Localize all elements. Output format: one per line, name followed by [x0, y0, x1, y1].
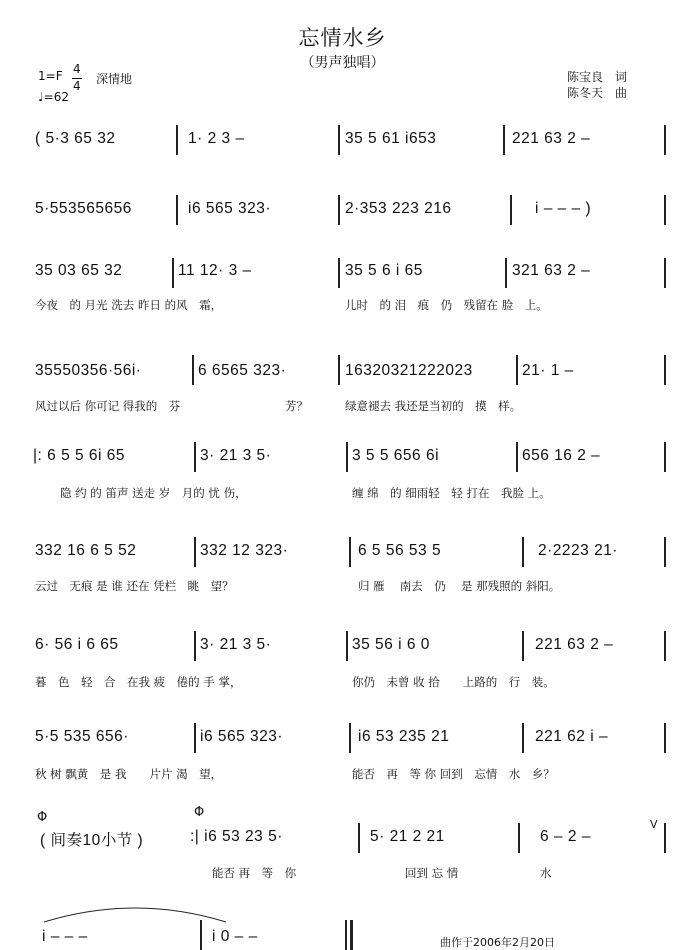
final-bar-line-thick — [350, 920, 353, 950]
measure-notes: 35 5 61 i653 — [345, 130, 437, 147]
tie-arc — [40, 900, 230, 924]
lyric-line: 风过以后 你可记 得我的 芬 — [35, 399, 181, 413]
bar-line — [349, 723, 351, 753]
bar-line — [346, 442, 348, 472]
measure-notes: 5·5 535 656· — [35, 728, 129, 745]
song-title: 忘情水乡 — [298, 26, 387, 50]
measure-notes: 6· 56 i 6 65 — [35, 636, 119, 653]
measure-notes: 3 5 5 656 6i — [352, 447, 440, 464]
lyric-line: 能否 再 等 你 回到 忘情 水 乡？ — [352, 767, 555, 781]
bar-line — [664, 258, 666, 288]
final-bar-line — [345, 920, 347, 950]
bar-line — [172, 258, 174, 288]
bar-line — [176, 125, 178, 155]
bar-line — [664, 537, 666, 567]
measure-notes: 35 56 i 6 0 — [352, 636, 430, 653]
composition-date: 曲作于2006年2月20日 — [440, 936, 555, 949]
lyric-line: 儿时 的 泪 痕 仍 残留在 脸 上。 — [345, 298, 548, 312]
bar-line — [194, 537, 196, 567]
measure-notes: 3· 21 3 5· — [200, 447, 272, 464]
bar-line — [516, 355, 518, 385]
bar-line — [664, 823, 666, 853]
lyric-line: 芳？ — [285, 399, 308, 413]
bar-line — [194, 631, 196, 661]
measure-notes: i – – – ) — [535, 200, 592, 217]
lyric-line: 回到 忘 情 — [405, 866, 459, 880]
bar-line — [200, 920, 202, 950]
lyric-line: 今夜 的 月光 洗去 昨日 的风 霜， — [35, 298, 223, 312]
song-subtitle: （男声独唱） — [300, 55, 385, 71]
measure-notes: 1· 2 3 – — [188, 130, 245, 147]
tempo-mark: ♩=62 — [38, 90, 69, 104]
bar-line — [516, 442, 518, 472]
lyricist-credit: 陈宝良 词 — [567, 70, 628, 84]
bar-line — [338, 355, 340, 385]
lyric-line: 云过 无痕 是 谁 还在 凭栏 眺 望？ — [35, 579, 234, 593]
bar-line — [664, 723, 666, 753]
measure-notes: 3· 21 3 5· — [200, 636, 272, 653]
bar-line — [522, 537, 524, 567]
lyric-line: 暮 色 轻 合 在我 疲 倦的 手 掌， — [35, 675, 242, 689]
lyric-line: 归 雁 南去 仍 是 那残照的 斜阳。 — [358, 579, 561, 593]
time-signature-top: 4 — [73, 62, 81, 76]
bar-line — [505, 258, 507, 288]
bar-line — [349, 537, 351, 567]
measure-notes: 221 63 2 – — [535, 636, 614, 653]
measure-notes: 16320321222023 — [345, 362, 473, 379]
measure-notes: 2·2223 21· — [538, 542, 618, 559]
bar-line — [194, 723, 196, 753]
bar-line — [522, 723, 524, 753]
measure-notes: 35 5 6 i 65 — [345, 262, 423, 279]
measure-notes: 6 5 56 53 5 — [358, 542, 442, 559]
measure-notes: 221 62 i – — [535, 728, 609, 745]
bar-line — [664, 195, 666, 225]
lyric-line: 你仍 未曾 收 拾 上路的 行 装。 — [352, 675, 555, 689]
measure-notes: 2·353 223 216 — [345, 200, 452, 217]
measure-notes: 11 12· 3 – — [178, 262, 252, 279]
measure-notes: 5·553565656 — [35, 200, 132, 217]
bar-line — [503, 125, 505, 155]
bar-line — [664, 442, 666, 472]
composer-credit: 陈冬天 曲 — [567, 86, 628, 100]
measure-notes: 21· 1 – — [522, 362, 574, 379]
lyric-line: 水 — [540, 866, 552, 880]
time-signature-bottom: 4 — [73, 79, 81, 93]
expression-mark: 深情地 — [96, 72, 133, 86]
bar-line — [176, 195, 178, 225]
lyric-line: 隐 约 的 笛声 送走 岁 月的 忧 伤， — [60, 486, 247, 500]
bar-line — [346, 631, 348, 661]
key-signature: 1=F — [38, 69, 63, 83]
measure-notes: 332 12 323· — [200, 542, 289, 559]
bar-line — [510, 195, 512, 225]
measure-notes: 221 63 2 – — [512, 130, 591, 147]
lyric-line: 缠 绵 的 细雨轻 轻 打在 我脸 上。 — [352, 486, 551, 500]
measure-notes: 5· 21 2 21 — [370, 828, 445, 845]
coda-sign: Φ — [37, 810, 48, 825]
lyric-line: 能否 再 等 你 — [212, 866, 297, 880]
measure-notes: i6 565 323· — [200, 728, 284, 745]
measure-notes: 6 – 2 – — [540, 828, 591, 845]
measure-notes: i6 565 323· — [188, 200, 272, 217]
breath-mark: V — [650, 818, 658, 831]
measure-notes: :| i6 53 23 5· — [190, 828, 283, 845]
bar-line — [338, 125, 340, 155]
lyric-line: 秋 树 飘黄 是 我 片片 渴 望， — [35, 767, 223, 781]
measure-notes: i – – – — [42, 928, 88, 945]
lyric-line: 绿意褪去 我还是当初的 摸 样。 — [345, 399, 522, 413]
measure-notes: 35 03 65 32 — [35, 262, 123, 279]
measure-notes: i 0 – – — [212, 928, 258, 945]
measure-notes: 6 6565 323· — [198, 362, 287, 379]
bar-line — [664, 355, 666, 385]
bar-line — [338, 195, 340, 225]
bar-line — [664, 125, 666, 155]
measure-notes: ( 5·3 65 32 — [35, 130, 116, 147]
bar-line — [522, 631, 524, 661]
bar-line — [338, 258, 340, 288]
measure-notes: 35550356·56i· — [35, 362, 142, 379]
bar-line — [518, 823, 520, 853]
measure-notes: 656 16 2 – — [522, 447, 601, 464]
measure-notes: 321 63 2 – — [512, 262, 591, 279]
measure-notes: 332 16 6 5 52 — [35, 542, 137, 559]
interlude-marker: ( 间奏10小节 ) — [40, 832, 144, 849]
measure-notes: |: 6 5 5 6i 65 — [33, 447, 126, 464]
bar-line — [192, 355, 194, 385]
bar-line — [358, 823, 360, 853]
coda-sign: Φ — [194, 805, 205, 820]
bar-line — [194, 442, 196, 472]
bar-line — [664, 631, 666, 661]
measure-notes: i6 53 235 21 — [358, 728, 450, 745]
